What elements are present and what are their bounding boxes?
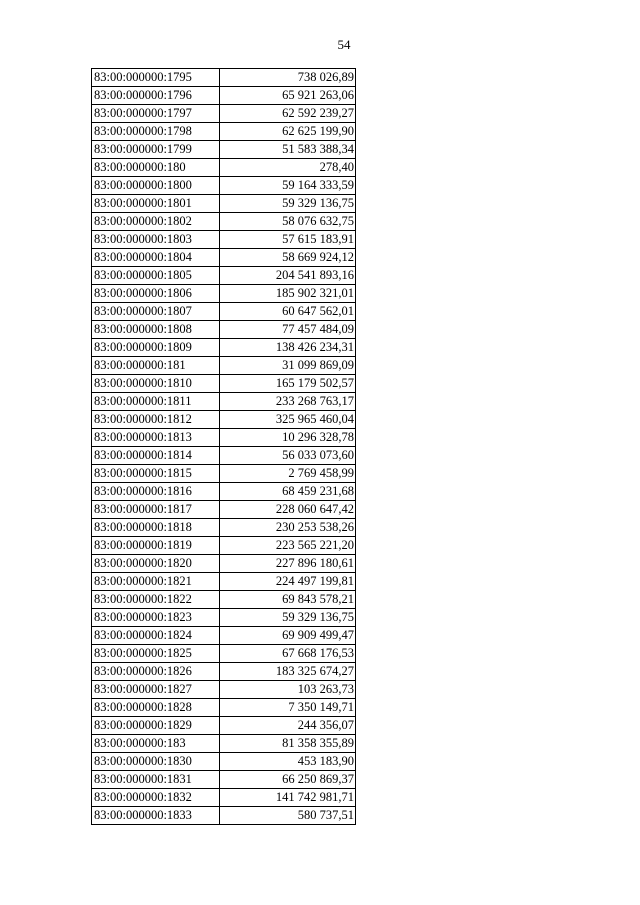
cadastral-number-cell: 83:00:000000:1801 (92, 195, 220, 213)
cadastral-number-cell: 83:00:000000:1830 (92, 753, 220, 771)
table-row (92, 393, 356, 411)
table-row (92, 177, 356, 195)
cadastral-number-cell: 83:00:000000:1824 (92, 627, 220, 645)
cadastral-value-cell: 59 164 333,59 (220, 177, 356, 195)
table-row (92, 609, 356, 627)
cadastral-number-cell: 83:00:000000:1797 (92, 105, 220, 123)
cadastral-value-cell: 204 541 893,16 (220, 267, 356, 285)
cadastral-value-cell: 56 033 073,60 (220, 447, 356, 465)
cadastral-value-cell: 453 183,90 (220, 753, 356, 771)
cadastral-number-cell: 83:00:000000:1813 (92, 429, 220, 447)
table-row (92, 249, 356, 267)
table-row (92, 537, 356, 555)
cadastral-value-cell: 738 026,89 (220, 69, 356, 87)
cadastral-number-cell: 83:00:000000:180 (92, 159, 220, 177)
table-row (92, 771, 356, 789)
cadastral-value-cell: 103 263,73 (220, 681, 356, 699)
cadastral-number-cell: 83:00:000000:1816 (92, 483, 220, 501)
cadastral-value-cell: 183 325 674,27 (220, 663, 356, 681)
table-row (92, 141, 356, 159)
table-row (92, 123, 356, 141)
cadastral-number-cell: 83:00:000000:1821 (92, 573, 220, 591)
cadastral-number-cell: 83:00:000000:1820 (92, 555, 220, 573)
cadastral-value-cell: 228 060 647,42 (220, 501, 356, 519)
cadastral-number-cell: 83:00:000000:1826 (92, 663, 220, 681)
cadastral-number-cell: 83:00:000000:1831 (92, 771, 220, 789)
table-row (92, 231, 356, 249)
cadastral-value-cell: 138 426 234,31 (220, 339, 356, 357)
table-row (92, 555, 356, 573)
cadastral-number-cell: 83:00:000000:1811 (92, 393, 220, 411)
cadastral-value-cell: 65 921 263,06 (220, 87, 356, 105)
cadastral-number-cell: 83:00:000000:1805 (92, 267, 220, 285)
cadastral-number-cell: 83:00:000000:1833 (92, 807, 220, 825)
table-row (92, 105, 356, 123)
table-row (92, 447, 356, 465)
table-row (92, 699, 356, 717)
cadastral-value-cell: 224 497 199,81 (220, 573, 356, 591)
table-row (92, 627, 356, 645)
cadastral-value-cell: 31 099 869,09 (220, 357, 356, 375)
cadastral-value-cell: 223 565 221,20 (220, 537, 356, 555)
cadastral-value-cell: 81 358 355,89 (220, 735, 356, 753)
table-row (92, 159, 356, 177)
cadastral-number-cell: 83:00:000000:1800 (92, 177, 220, 195)
cadastral-number-cell: 83:00:000000:183 (92, 735, 220, 753)
cadastral-number-cell: 83:00:000000:1802 (92, 213, 220, 231)
cadastral-value-cell: 62 625 199,90 (220, 123, 356, 141)
cadastral-number-cell: 83:00:000000:1822 (92, 591, 220, 609)
cadastral-value-cell: 244 356,07 (220, 717, 356, 735)
cadastral-value-cell: 7 350 149,71 (220, 699, 356, 717)
cadastral-value-cell: 58 076 632,75 (220, 213, 356, 231)
cadastral-value-cell: 69 843 578,21 (220, 591, 356, 609)
table-row (92, 87, 356, 105)
cadastral-value-cell: 51 583 388,34 (220, 141, 356, 159)
table-row (92, 195, 356, 213)
cadastral-value-table (91, 68, 356, 825)
cadastral-value-cell: 580 737,51 (220, 807, 356, 825)
cadastral-value-cell: 60 647 562,01 (220, 303, 356, 321)
cadastral-value-cell: 58 669 924,12 (220, 249, 356, 267)
table-row (92, 735, 356, 753)
table-row (92, 789, 356, 807)
table-row (92, 339, 356, 357)
cadastral-number-cell: 83:00:000000:1799 (92, 141, 220, 159)
cadastral-value-cell: 77 457 484,09 (220, 321, 356, 339)
cadastral-value-cell: 67 668 176,53 (220, 645, 356, 663)
table-row (92, 663, 356, 681)
cadastral-number-cell: 83:00:000000:1812 (92, 411, 220, 429)
cadastral-number-cell: 83:00:000000:1809 (92, 339, 220, 357)
cadastral-number-cell: 83:00:000000:1814 (92, 447, 220, 465)
cadastral-number-cell: 83:00:000000:1823 (92, 609, 220, 627)
table-row (92, 483, 356, 501)
table-row (92, 807, 356, 825)
cadastral-value-cell: 57 615 183,91 (220, 231, 356, 249)
table-row (92, 645, 356, 663)
table-row (92, 429, 356, 447)
table-row (92, 69, 356, 87)
table-row (92, 411, 356, 429)
cadastral-number-cell: 83:00:000000:1832 (92, 789, 220, 807)
cadastral-number-cell: 83:00:000000:1827 (92, 681, 220, 699)
cadastral-value-cell: 165 179 502,57 (220, 375, 356, 393)
cadastral-value-cell: 185 902 321,01 (220, 285, 356, 303)
cadastral-number-cell: 83:00:000000:1795 (92, 69, 220, 87)
cadastral-number-cell: 83:00:000000:1819 (92, 537, 220, 555)
table-row (92, 717, 356, 735)
cadastral-number-cell: 83:00:000000:181 (92, 357, 220, 375)
table-row (92, 321, 356, 339)
cadastral-value-cell: 59 329 136,75 (220, 195, 356, 213)
cadastral-number-cell: 83:00:000000:1817 (92, 501, 220, 519)
cadastral-number-cell: 83:00:000000:1818 (92, 519, 220, 537)
table-row (92, 465, 356, 483)
cadastral-value-cell: 10 296 328,78 (220, 429, 356, 447)
cadastral-number-cell: 83:00:000000:1825 (92, 645, 220, 663)
cadastral-number-cell: 83:00:000000:1828 (92, 699, 220, 717)
table-row (92, 519, 356, 537)
table-row (92, 591, 356, 609)
cadastral-value-cell: 66 250 869,37 (220, 771, 356, 789)
cadastral-value-cell: 233 268 763,17 (220, 393, 356, 411)
cadastral-value-cell: 62 592 239,27 (220, 105, 356, 123)
cadastral-number-cell: 83:00:000000:1829 (92, 717, 220, 735)
cadastral-value-cell: 68 459 231,68 (220, 483, 356, 501)
cadastral-number-cell: 83:00:000000:1796 (92, 87, 220, 105)
cadastral-number-cell: 83:00:000000:1807 (92, 303, 220, 321)
page-number: 54 (337, 37, 351, 52)
cadastral-number-cell: 83:00:000000:1815 (92, 465, 220, 483)
cadastral-number-cell: 83:00:000000:1810 (92, 375, 220, 393)
cadastral-value-cell: 325 965 460,04 (220, 411, 356, 429)
cadastral-number-cell: 83:00:000000:1798 (92, 123, 220, 141)
cadastral-value-cell: 59 329 136,75 (220, 609, 356, 627)
cadastral-value-cell: 2 769 458,99 (220, 465, 356, 483)
cadastral-value-cell: 141 742 981,71 (220, 789, 356, 807)
cadastral-value-cell: 69 909 499,47 (220, 627, 356, 645)
table-body (92, 69, 356, 825)
table-row (92, 267, 356, 285)
cadastral-number-cell: 83:00:000000:1806 (92, 285, 220, 303)
table-row (92, 681, 356, 699)
table-row (92, 573, 356, 591)
table-row (92, 357, 356, 375)
cadastral-number-cell: 83:00:000000:1804 (92, 249, 220, 267)
table-row (92, 285, 356, 303)
table-row (92, 753, 356, 771)
cadastral-number-cell: 83:00:000000:1803 (92, 231, 220, 249)
cadastral-value-cell: 227 896 180,61 (220, 555, 356, 573)
table-row (92, 501, 356, 519)
cadastral-number-cell: 83:00:000000:1808 (92, 321, 220, 339)
cadastral-value-cell: 278,40 (220, 159, 356, 177)
cadastral-value-cell: 230 253 538,26 (220, 519, 356, 537)
table-row (92, 303, 356, 321)
table-row (92, 213, 356, 231)
table-row (92, 375, 356, 393)
